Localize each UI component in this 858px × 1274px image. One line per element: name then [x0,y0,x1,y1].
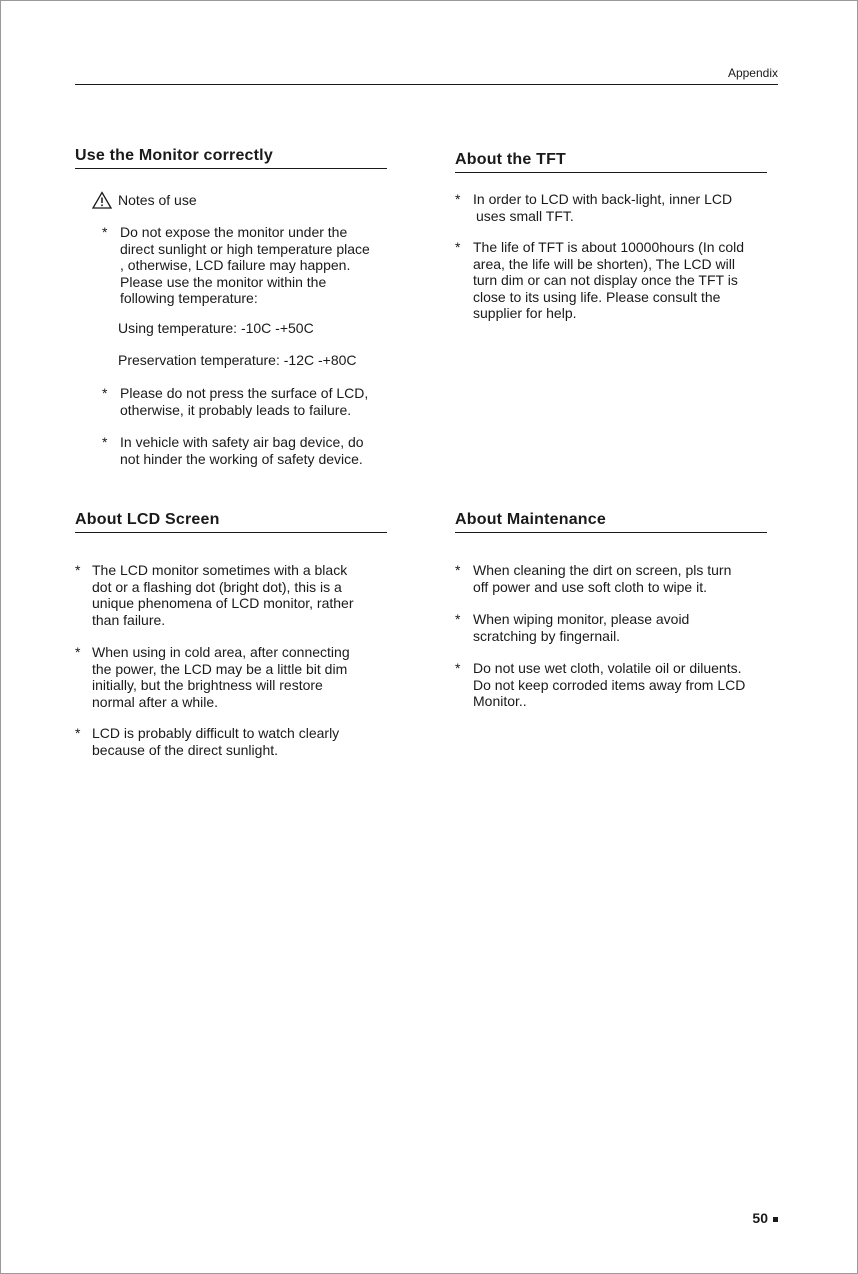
list-item [455,611,689,644]
text-line: turn dim or can not display once the TFT is [473,272,738,288]
bullet-marker: * [455,611,461,627]
text-line: uses small TFT. [476,207,574,224]
text-line: off power and use soft cloth to wipe it. [473,578,707,595]
text-line: Do not expose the monitor under the [120,224,348,240]
text-line: , otherwise, LCD failure may happen. [120,257,351,273]
text-line: than failure. [92,611,166,628]
text-line: dot or a flashing dot (bright dot), this is a [92,578,342,595]
text-line: The life of TFT is about 10000hours (In cold [473,239,745,255]
section-title-about-tft: About the TFT [455,150,767,173]
text-line: In order to LCD with back-light, inner LCD [473,191,733,207]
page-marker-square [773,1217,778,1222]
section-title-about-maintenance: About Maintenance [455,510,767,533]
bullet-marker: * [75,725,81,741]
section-about-lcd [75,510,387,758]
text-line: The LCD monitor sometimes with a black [92,562,348,578]
bullet-marker: * [455,239,461,255]
bullet-marker: * [75,644,81,660]
bullet-marker: * [455,191,461,207]
notes-of-use-label: Notes of use [118,192,197,208]
bullet-marker: * [75,562,81,578]
section-about-maintenance [455,510,767,709]
bullet-marker: * [455,660,461,676]
bullet-marker: * [455,562,461,578]
section-title-use-monitor: Use the Monitor correctly [75,146,387,169]
page-number-text: 50 [752,1210,768,1226]
list-item [455,191,732,224]
text-line: initially, but the brightness will restore [92,677,323,693]
text-line: close to its using life. Please consult the [473,288,721,305]
text-line: unique phenomena of LCD monitor, rather [92,595,354,611]
list-item [455,239,744,322]
text-line: supplier for help. [473,305,577,321]
text-line: Please do not press the surface of LCD, [120,385,369,401]
list-item [75,725,339,758]
section-about-tft [455,150,767,321]
list-item [102,434,364,467]
text-line: because of the direct sunlight. [92,741,279,758]
text-line: When cleaning the dirt on screen, pls turn [473,562,732,578]
text-line: Please use the monitor within the [120,273,327,290]
text-line: the power, the LCD may be a little bit dim [92,660,348,677]
notes-of-use-heading [92,191,197,209]
preservation-temperature: Preservation temperature: -12C -+80C [118,352,357,368]
text-line: normal after a while. [92,693,219,710]
text-line: following temperature: [120,290,258,306]
text-line: Do not keep corroded items away from LCD [473,676,746,693]
text-line: In vehicle with safety air bag device, do [120,434,364,450]
header-rule [75,84,778,85]
text-line: When using in cold area, after connecting [92,644,350,660]
text-line: otherwise, it probably leads to failure. [120,401,352,418]
text-line: area, the life will be shorten), The LCD will [473,255,735,272]
text-line: Do not use wet cloth, volatile oil or diluents. [473,660,742,676]
bullet-marker: * [102,385,108,401]
list-item [75,562,354,628]
text-line: When wiping monitor, please avoid [473,611,690,627]
using-temperature: Using temperature: -10C -+50C [118,320,314,336]
text-line: LCD is probably difficult to watch clearly [92,725,340,741]
list-item [102,385,368,418]
text-line: Monitor.. [473,693,527,709]
list-item [75,644,350,710]
list-item [455,660,745,710]
section-title-about-lcd: About LCD Screen [75,510,387,533]
bullet-marker: * [102,224,108,240]
text-line: direct sunlight or high temperature place [120,240,370,257]
warning-triangle-icon [92,191,112,209]
header-label: Appendix [727,66,778,80]
list-item [455,562,731,595]
text-line: scratching by fingernail. [473,627,621,644]
bullet-marker: * [102,434,108,450]
text-line: not hinder the working of safety device. [120,450,363,467]
list-item [102,224,370,307]
page-number [700,1210,778,1226]
section-use-monitor [75,146,387,467]
